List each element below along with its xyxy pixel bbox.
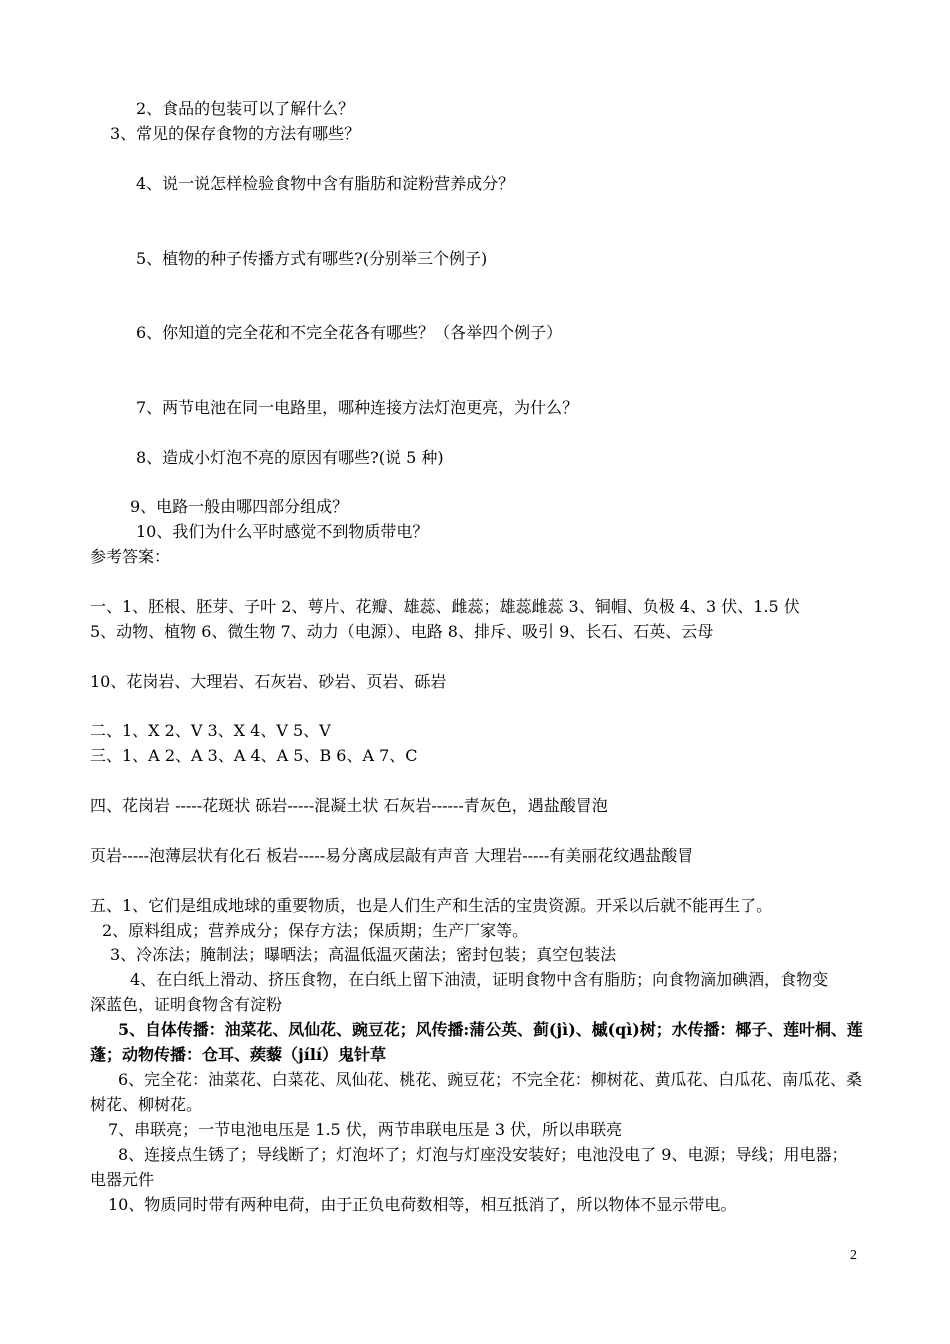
answer-part5-6a: 6、完全花：油菜花、白菜花、凤仙花、桃花、豌豆花；不完全花：柳树花、黄瓜花、白瓜花、南瓜花、桑 bbox=[118, 1070, 862, 1089]
answer-part1-line1: 一、1、胚根、胚芽、子叶 2、萼片、花瓣、雄蕊、雌蕊；雄蕊雌蕊 3、铜帽、负极 4、3 伏、1.5 伏 bbox=[90, 597, 800, 616]
answers-title: 参考答案： bbox=[90, 547, 171, 566]
question-7: 7、两节电池在同一电路里，哪种连接方法灯泡更亮，为什么？ bbox=[136, 398, 579, 417]
question-8: 8、造成小灯泡不亮的原因有哪些?(说 5 种) bbox=[136, 448, 444, 467]
question-3: 3、常见的保存食物的方法有哪些？ bbox=[110, 124, 361, 143]
question-4: 4、说一说怎样检验食物中含有脂肪和淀粉营养成分？ bbox=[136, 174, 515, 193]
answer-part5-1: 五、1、它们是组成地球的重要物质，也是人们生产和生活的宝贵资源。开采以后就不能再生了。 bbox=[90, 896, 773, 915]
answer-part5-4b: 深蓝色，证明食物含有淀粉 bbox=[90, 995, 283, 1014]
question-9: 9、电路一般由哪四部分组成？ bbox=[130, 497, 349, 516]
answer-part5-4a: 4、在白纸上滑动、挤压食物，在白纸上留下油渍，证明食物中含有脂肪；向食物滴加碘酒，食物变 bbox=[130, 970, 829, 989]
question-2: 2、食品的包装可以了解什么？ bbox=[136, 99, 355, 118]
answer-part5-5b: 蓬；动物传播：仓耳、蒺藜（jílí）鬼针草 bbox=[90, 1045, 387, 1064]
answer-part3: 三、1、A 2、A 3、A 4、A 5、B 6、A 7、C bbox=[90, 746, 418, 765]
answer-part4-line1: 四、花岗岩 -----花斑状 砾岩-----混凝土状 石灰岩------青灰色，遇盐酸冒泡 bbox=[90, 796, 608, 815]
answer-part5-6b: 树花、柳树花。 bbox=[90, 1095, 203, 1114]
answer-part4-line2: 页岩-----泡薄层状有化石 板岩-----易分离成层敲有声音 大理岩-----有美丽花纹遇盐酸冒 bbox=[90, 846, 694, 865]
question-6: 6、你知道的完全花和不完全花各有哪些？（各举四个例子） bbox=[136, 323, 563, 342]
question-10: 10、我们为什么平时感觉不到物质带电？ bbox=[136, 522, 429, 541]
answer-part5-3: 3、冷冻法；腌制法；曝晒法；高温低温灭菌法；密封包装；真空包装法 bbox=[110, 945, 617, 964]
answer-part1-line3: 10、花岗岩、大理岩、石灰岩、砂岩、页岩、砾岩 bbox=[90, 672, 447, 691]
answer-part1-line2: 5、动物、植物 6、微生物 7、动力（电源）、电路 8、排斥、吸引 9、长石、石英、云母 bbox=[90, 622, 714, 641]
answer-part5-8b: 电器元件 bbox=[90, 1170, 155, 1189]
question-5: 5、植物的种子传播方式有哪些?(分别举三个例子) bbox=[136, 249, 488, 268]
answer-part5-8a: 8、连接点生锈了；导线断了；灯泡坏了；灯泡与灯座没安装好；电池没电了 9、电源；导线；用电器； bbox=[118, 1145, 848, 1164]
answer-part2: 二、1、X 2、V 3、X 4、V 5、V bbox=[90, 721, 331, 740]
page-number: 2 bbox=[850, 1248, 857, 1263]
answer-part5-2: 2、原料组成；营养成分；保存方法；保质期；生产厂家等。 bbox=[102, 921, 529, 940]
answer-part5-5a: 5、自体传播：油菜花、凤仙花、豌豆花；风传播:蒲公英、蓟(jì)、槭(qì)树；水传播：椰子、莲叶桐、莲 bbox=[118, 1020, 863, 1039]
answer-part5-7: 7、串联亮；一节电池电压是 1.5 伏，两节串联电压是 3 伏，所以串联亮 bbox=[108, 1120, 623, 1139]
answer-part5-10: 10、物质同时带有两种电荷，由于正负电荷数相等，相互抵消了，所以物体不显示带电。 bbox=[108, 1195, 737, 1214]
